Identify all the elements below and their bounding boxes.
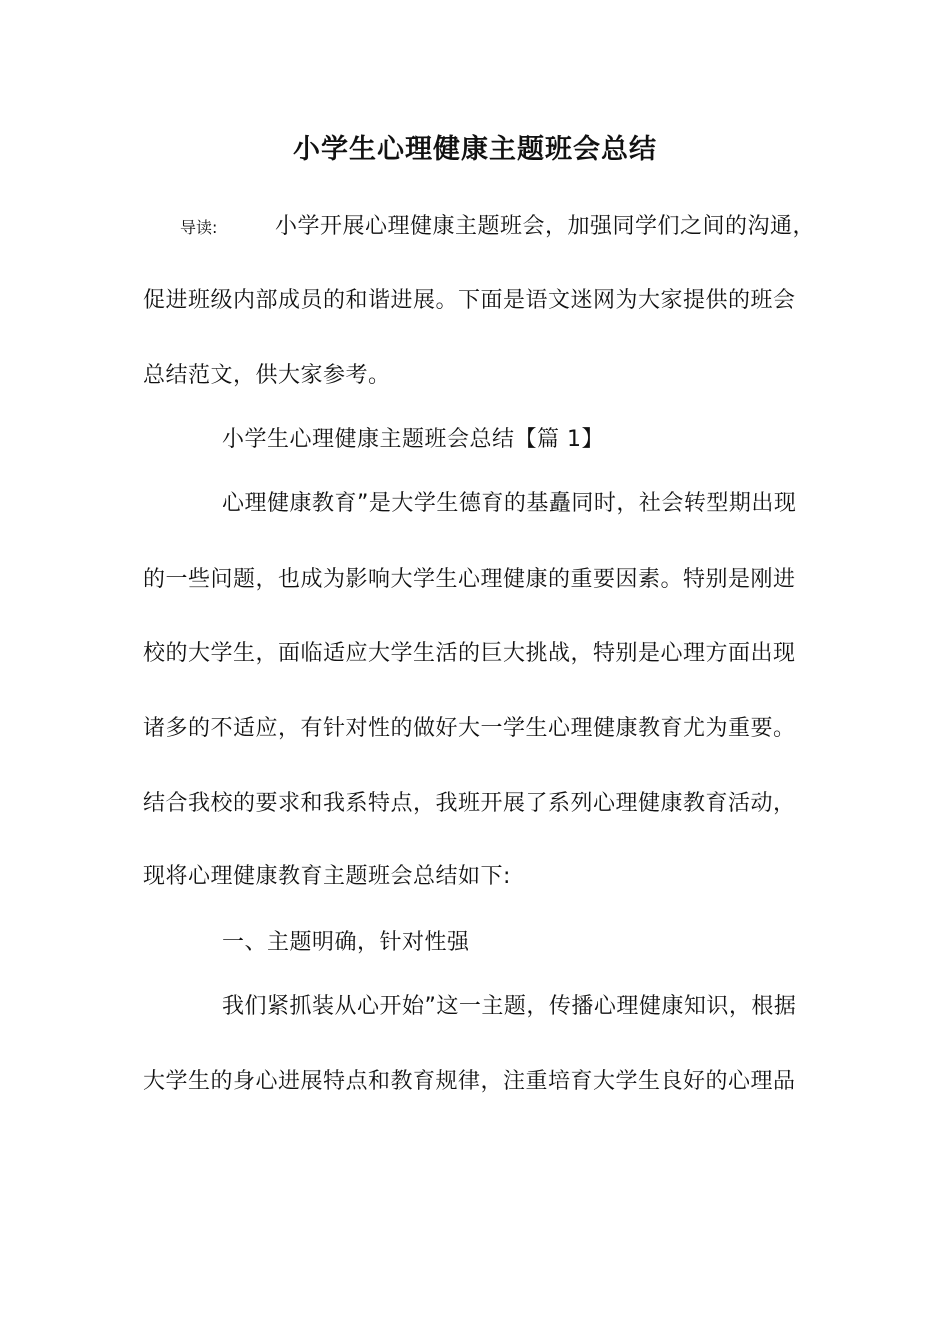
body-line: 我们紧抓装从心开始”这一主题，传播心理健康知识，根据 (222, 994, 797, 1019)
body-line: 诸多的不适应，有针对性的做好大一学生心理健康教育尤为重要。 (143, 716, 796, 741)
body-line: 校的大学生，面临适应大学生活的巨大挑战，特别是心理方面出现 (143, 641, 796, 666)
section-heading: 一、主题明确，针对性强 (222, 930, 470, 955)
section-heading: 小学生心理健康主题班会总结【篇 1】 (222, 427, 604, 452)
intro-label: 导读: (180, 218, 218, 237)
body-line: 结合我校的要求和我系特点，我班开展了系列心理健康教育活动， (143, 791, 796, 816)
body-line: 的一些问题，也成为影响大学生心理健康的重要因素。特别是刚进 (143, 567, 796, 592)
body-line: 心理健康教育”是大学生德育的基矗同时，社会转型期出现 (222, 491, 797, 516)
document-title: 小学生心理健康主题班会总结 (293, 134, 657, 165)
body-line: 小学开展心理健康主题班会，加强同学们之间的沟通， (275, 214, 816, 239)
body-line: 总结范文，供大家参考。 (143, 363, 391, 388)
body-line: 促进班级内部成员的和谐进展。下面是语文迷网为大家提供的班会 (143, 288, 796, 313)
body-line: 大学生的身心进展特点和教育规律，注重培育大学生良好的心理品 (143, 1069, 796, 1094)
body-line: 现将心理健康教育主题班会总结如下: (143, 864, 511, 889)
